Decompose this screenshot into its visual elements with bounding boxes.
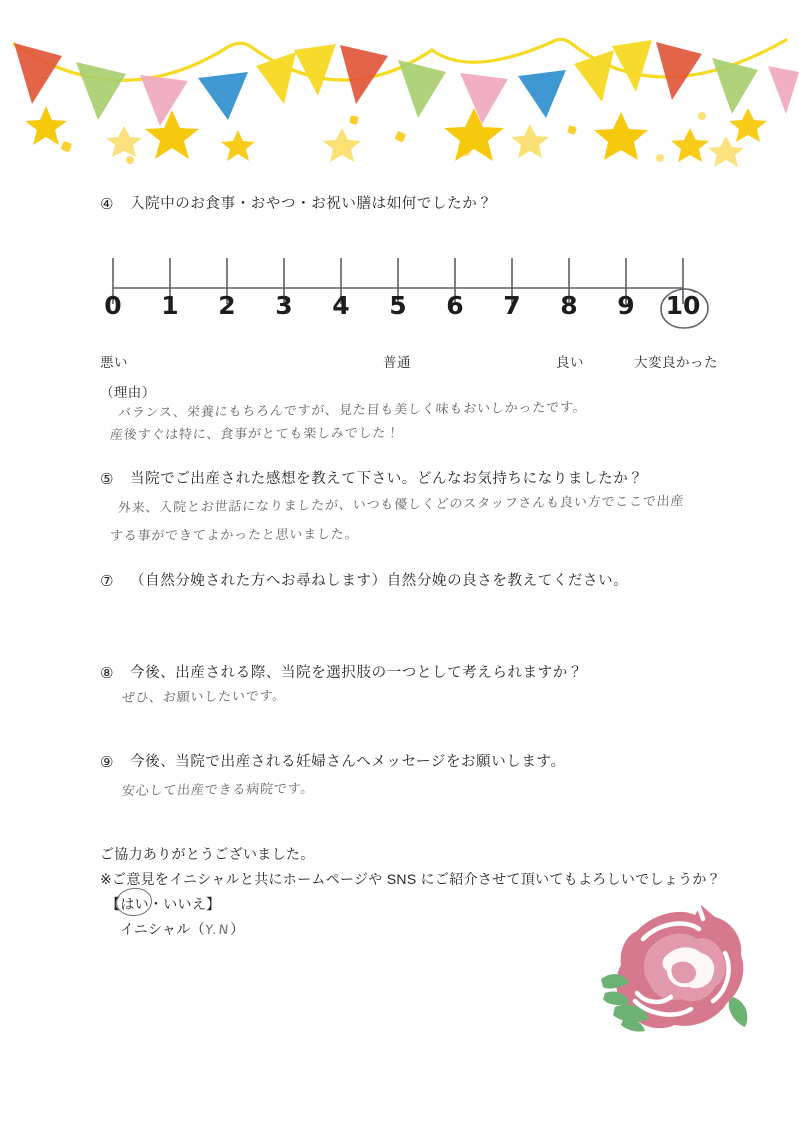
scale-tick-1[interactable]: 1 [161,291,179,320]
question-5-answer-line-2[interactable]: する事ができてよかったと思いました。 [109,527,359,544]
question-8 [0,663,799,686]
consent-yes-option[interactable] [120,892,149,917]
scale-tick-7[interactable]: 7 [503,291,521,320]
scale-tick-0[interactable]: 0 [104,291,122,320]
consent-close-bracket: 】 [206,896,221,912]
scale-tick-3[interactable]: 3 [275,291,293,320]
consent-separator: ・ [148,896,164,912]
rating-scale-tick-labels [0,292,799,322]
question-9-text: 今後、当院で出産される妊婦さんへメッセージをお願いします。 [130,754,566,770]
initial-close-paren: ） [230,921,245,937]
question-5-number: ⑤ [100,471,115,488]
rose-stamp-icon [575,893,765,1058]
scale-tick-5[interactable]: 5 [389,291,407,320]
scale-tick-2[interactable]: 2 [218,291,236,320]
scale-anchor-mid: 普通 [383,355,411,370]
banner-decoration [0,0,799,175]
question-7-text: （自然分娩された方へお尋ねします）自然分娩の良さを教えてください。 [130,573,629,589]
question-7-answer-area[interactable] [118,600,718,648]
question-4 [0,194,799,217]
question-4-number: ④ [100,196,115,213]
question-7 [0,571,799,594]
question-5 [0,469,799,492]
question-4-answer-line-2[interactable]: 産後すぐは特に、食事がとても楽しみでした！ [109,425,401,443]
question-9 [0,752,799,775]
scale-anchor-high: 良い [556,355,584,370]
scale-anchor-low: 悪い [100,355,128,370]
question-5-text: 当院でご出産された感想を教えて下さい。どんなお気持ちになりましたか？ [130,471,644,487]
question-7-number: ⑦ [100,573,115,590]
rating-scale-anchor-labels [0,351,799,373]
scale-tick-8[interactable]: 8 [560,291,578,320]
scale-tick-9[interactable]: 9 [617,291,635,320]
question-4-text: 入院中のお食事・おやつ・お祝い膳は如何でしたか？ [130,196,493,212]
scale-tick-6[interactable]: 6 [446,291,464,320]
reason-label: （理由） [100,385,156,400]
question-8-answer-line-1[interactable]: ぜひ、お願いしたいです。 [121,688,287,706]
question-9-answer-line-1[interactable]: 安心して出産できる病院です。 [121,781,315,799]
consent-no-option[interactable]: いいえ [163,896,207,912]
consent-open-bracket: 【 [106,896,121,912]
question-5-answer-line-1[interactable]: 外来、入院とお世話になりましたが、いつも優しくどのスタッフさんも良い方でここで出産 [117,494,685,516]
scale-tick-10[interactable]: 10 [665,291,701,320]
thanks-text: ご協力ありがとうございました。 [100,846,315,862]
question-8-number: ⑧ [100,665,115,682]
scale-anchor-very-high: 大変良かった [634,355,718,370]
consent-question: ※ご意見をイニシャルと共にホームページや SNS にご紹介させて頂いてもよろしいでしょうか？ [100,871,721,887]
initial-value[interactable]: Y.N [204,923,231,938]
scale-tick-4[interactable]: 4 [332,291,350,320]
question-9-number: ⑨ [100,754,115,771]
consent-yes-label: はい [120,896,149,912]
question-4-answer-line-1[interactable]: バランス、栄養にもちろんですが、見た目も美しく味もおいしかったです。 [117,400,588,421]
initial-label: イニシャル（ [120,921,205,937]
question-8-text: 今後、出産される際、当院を選択肢の一つとして考えられますか？ [130,665,583,681]
